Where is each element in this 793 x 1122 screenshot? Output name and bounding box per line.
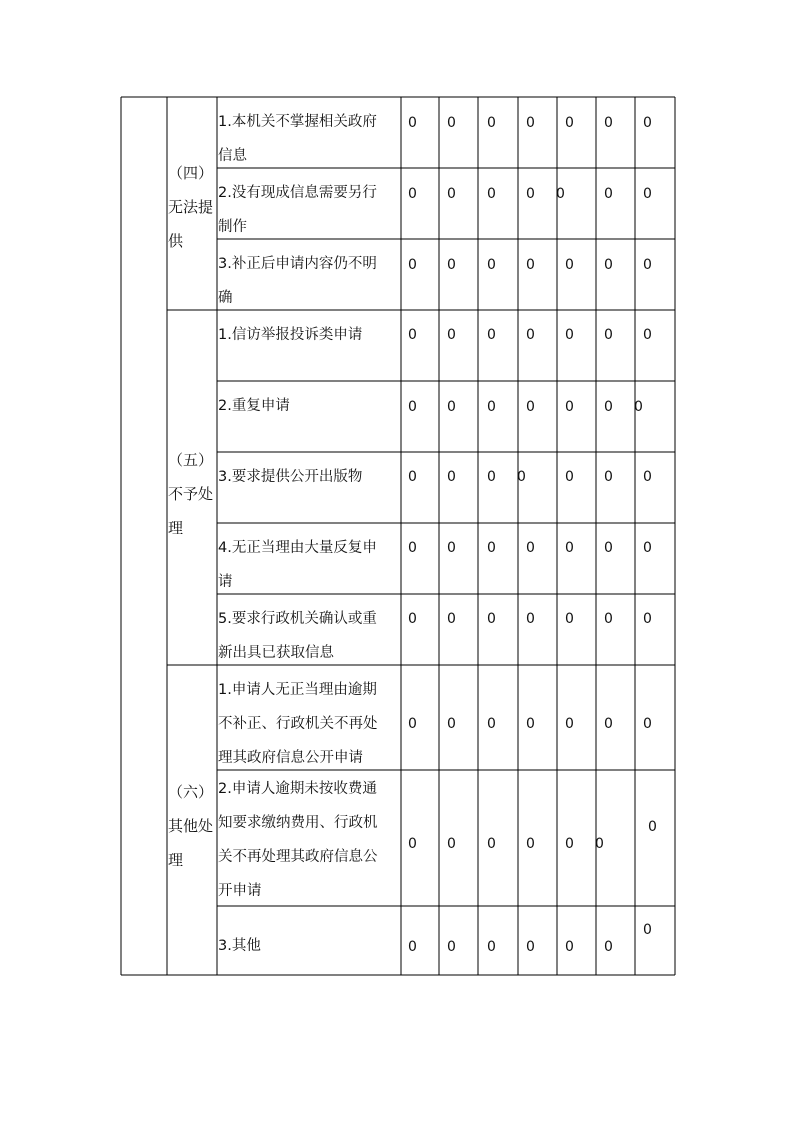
value-cell: 0: [565, 716, 574, 732]
value-cell: 0: [604, 115, 613, 131]
reason-cell: [218, 389, 402, 423]
value-cell: 0: [526, 399, 535, 415]
reason-line: 3.其他: [218, 938, 261, 954]
reason-line: 信息: [218, 148, 247, 164]
value-cell: 0: [643, 469, 652, 485]
value-cell: 0: [565, 836, 574, 852]
reason-cell: [218, 176, 402, 244]
category-cell-qita-chuli: [168, 775, 220, 877]
category-line: 供: [168, 232, 184, 250]
value-cell: 0: [648, 819, 657, 835]
value-cell: 0: [604, 186, 613, 202]
value-cell: 0: [447, 186, 456, 202]
value-cell: 0: [408, 399, 417, 415]
value-cell: 0: [447, 115, 456, 131]
category-cell-wufa-tigong: [168, 156, 220, 258]
value-cell: 0: [487, 257, 496, 273]
value-cell: 0: [643, 327, 652, 343]
value-cell: 0: [487, 469, 496, 485]
value-cell: 0: [487, 540, 496, 556]
category-cell-buyu-chuli: [168, 443, 220, 545]
value-cell: 0: [604, 540, 613, 556]
value-cell: 0: [565, 257, 574, 273]
value-cell: 0: [604, 716, 613, 732]
value-cell: 0: [565, 327, 574, 343]
category-line: 其他处: [168, 817, 214, 835]
value-cell: 0: [526, 115, 535, 131]
value-cell: 0: [643, 540, 652, 556]
value-cell: 0: [487, 836, 496, 852]
value-cell: 0: [487, 611, 496, 627]
value-cell: 0: [447, 257, 456, 273]
value-cell: 0: [447, 939, 456, 955]
reason-cell: [218, 673, 402, 775]
reason-cell: [218, 602, 402, 670]
reason-line: 制作: [218, 219, 247, 235]
reason-line: 请: [218, 574, 233, 590]
value-cell: 0: [487, 115, 496, 131]
reason-line: 4.无正当理由大量反复申: [218, 540, 377, 556]
reason-cell: [218, 105, 402, 173]
value-cell: 0: [604, 939, 613, 955]
value-cell: 0: [447, 836, 456, 852]
value-cell: 0: [526, 186, 535, 202]
value-cell: 0: [487, 327, 496, 343]
value-cell: 0: [408, 115, 417, 131]
category-line: 理: [168, 519, 184, 537]
value-cell: 0: [526, 327, 535, 343]
value-cell: 0: [526, 611, 535, 627]
reason-line: 2.申请人逾期未按收费通: [218, 781, 377, 797]
value-cell: 0: [595, 836, 604, 852]
value-cell: 0: [604, 257, 613, 273]
reason-line: 2.重复申请: [218, 398, 290, 414]
reason-cell: [218, 318, 402, 352]
category-line: 不予处: [168, 485, 214, 503]
value-cell: 0: [408, 611, 417, 627]
value-cell: 0: [565, 611, 574, 627]
value-cell: 0: [447, 540, 456, 556]
reason-line: 新出具已获取信息: [218, 645, 334, 661]
value-cell: 0: [447, 399, 456, 415]
value-cell: 0: [604, 611, 613, 627]
value-cell: 0: [526, 257, 535, 273]
value-cell: 0: [447, 716, 456, 732]
value-cell: 0: [408, 836, 417, 852]
category-line: 理: [168, 851, 184, 869]
reason-line: 知要求缴纳费用、行政机: [218, 815, 378, 831]
value-cell: 0: [556, 186, 565, 202]
value-cell: 0: [408, 257, 417, 273]
value-cell: 0: [487, 939, 496, 955]
value-cell: 0: [565, 939, 574, 955]
value-cell: 0: [643, 922, 652, 938]
value-cell: 0: [565, 540, 574, 556]
category-line: （五）: [168, 451, 214, 469]
reason-line: 2.没有现成信息需要另行: [218, 185, 377, 201]
value-cell: 0: [408, 939, 417, 955]
value-cell: 0: [408, 469, 417, 485]
category-line: （四）: [168, 164, 214, 182]
reason-line: 关不再处理其政府信息公: [218, 849, 378, 865]
category-line: 无法提: [168, 198, 214, 216]
value-cell: 0: [643, 611, 652, 627]
value-cell: 0: [643, 716, 652, 732]
value-cell: 0: [604, 327, 613, 343]
value-cell: 0: [604, 399, 613, 415]
reason-line: 3.补正后申请内容仍不明: [218, 256, 377, 272]
value-cell: 0: [487, 399, 496, 415]
value-cell: 0: [526, 716, 535, 732]
reason-line: 3.要求提供公开出版物: [218, 469, 363, 485]
value-cell: 0: [604, 469, 613, 485]
reason-line: 1.申请人无正当理由逾期: [218, 682, 377, 698]
category-line: （六）: [168, 783, 214, 801]
value-cell: 0: [447, 327, 456, 343]
value-cell: 0: [634, 399, 643, 415]
reason-cell: [218, 247, 402, 315]
value-cell: 0: [517, 469, 526, 485]
value-cell: 0: [487, 186, 496, 202]
reason-line: 开申请: [218, 883, 262, 899]
value-cell: 0: [643, 115, 652, 131]
reason-line: 5.要求行政机关确认或重: [218, 611, 377, 627]
reason-cell: [218, 772, 402, 908]
reason-line: 不补正、行政机关不再处: [218, 716, 378, 732]
reason-line: 1.本机关不掌握相关政府: [218, 114, 377, 130]
reason-cell: [218, 929, 402, 963]
reason-cell: [218, 460, 402, 494]
value-cell: 0: [408, 716, 417, 732]
value-cell: 0: [565, 399, 574, 415]
value-cell: 0: [408, 327, 417, 343]
value-cell: 0: [487, 716, 496, 732]
value-cell: 0: [643, 186, 652, 202]
value-cell: 0: [526, 836, 535, 852]
value-cell: 0: [408, 186, 417, 202]
value-cell: 0: [643, 257, 652, 273]
reason-cell: [218, 531, 402, 599]
value-cell: 0: [447, 611, 456, 627]
value-cell: 0: [565, 115, 574, 131]
reason-line: 理其政府信息公开申请: [218, 750, 363, 766]
value-cell: 0: [526, 939, 535, 955]
reason-line: 确: [218, 290, 233, 306]
value-cell: 0: [447, 469, 456, 485]
value-cell: 0: [408, 540, 417, 556]
reason-line: 1.信访举报投诉类申请: [218, 327, 363, 343]
value-cell: 0: [526, 540, 535, 556]
value-cell: 0: [565, 469, 574, 485]
